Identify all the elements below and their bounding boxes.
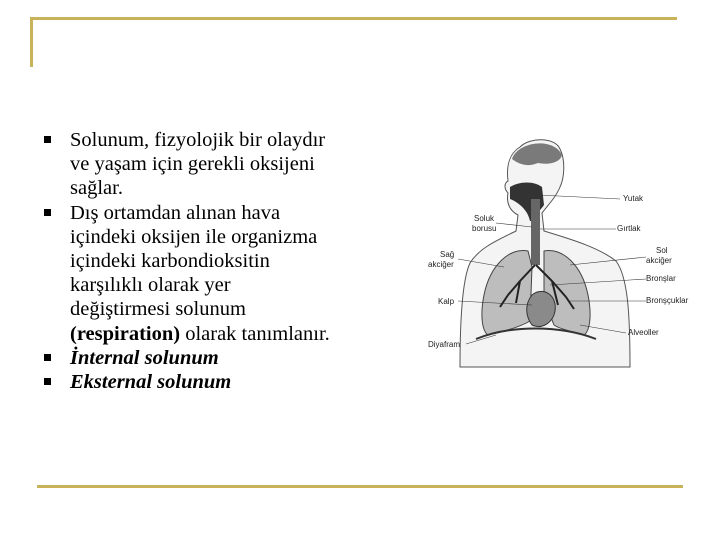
respiratory-system-diagram xyxy=(420,135,689,370)
label-diyafram: Diyafram xyxy=(428,340,461,349)
label-alveoller: Alveoller xyxy=(628,328,659,337)
label-sag-2: akciğer xyxy=(428,260,454,269)
bullet-text xyxy=(70,201,334,346)
frame-bottom-line xyxy=(37,485,683,488)
label-sol-1: Sol xyxy=(656,246,668,255)
trachea-shape xyxy=(531,199,540,265)
bullet-text-bold: (respiration) xyxy=(70,322,181,345)
label-soluk-2: borusu xyxy=(472,224,497,233)
bullet-item xyxy=(44,128,334,201)
label-kalp: Kalp xyxy=(438,297,455,306)
frame-top-line xyxy=(30,17,677,20)
label-bronslar: Bronşlar xyxy=(646,274,676,283)
label-yutak: Yutak xyxy=(623,194,644,203)
bullet-list xyxy=(44,128,334,394)
bullet-text-part: Dış ortamdan alınan hava içindeki oksijen ile organizma içindeki karbondioksitin karşılıklı olarak yer değiştirmesi solunum xyxy=(70,201,318,321)
square-bullet-icon xyxy=(44,136,51,143)
square-bullet-icon xyxy=(44,354,51,361)
label-girtlak: Gırtlak xyxy=(617,224,641,233)
bullet-text: İnternal solunum xyxy=(70,346,219,369)
label-bronsciklar: Bronşçuklar xyxy=(646,296,689,305)
bullet-item xyxy=(44,201,334,346)
square-bullet-icon xyxy=(44,209,51,216)
bullet-text-part: olarak tanımlanır. xyxy=(180,322,330,345)
square-bullet-icon xyxy=(44,378,51,385)
frame-left-line xyxy=(30,17,33,67)
label-soluk-1: Soluk xyxy=(474,214,495,223)
label-sol-2: akciğer xyxy=(646,256,672,265)
bullet-item xyxy=(44,370,334,394)
label-sag-1: Sağ xyxy=(440,250,455,259)
bullet-item xyxy=(44,346,334,370)
bullet-text: Eksternal solunum xyxy=(70,371,232,394)
bullet-text: Solunum, fizyolojik bir olaydır ve yaşam için gerekli oksijeni sağlar. xyxy=(70,129,326,200)
